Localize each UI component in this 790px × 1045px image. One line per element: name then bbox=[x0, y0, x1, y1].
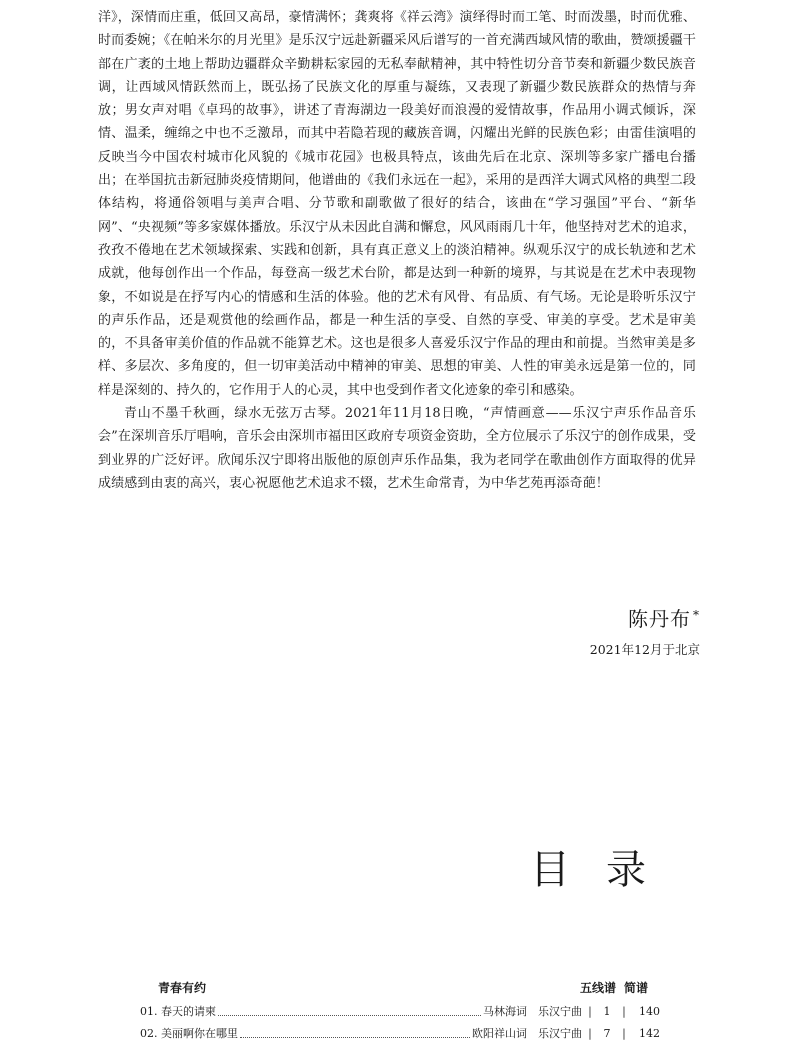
toc-leader-dots bbox=[218, 1015, 481, 1016]
toc-column-numbered: 简谱 bbox=[624, 981, 649, 995]
author-name-line bbox=[560, 604, 700, 634]
toc-entry-credit: 欧阳祥山词 乐汉宁曲 bbox=[472, 1027, 582, 1040]
toc-heading: 目录 bbox=[530, 847, 682, 893]
body-paragraph-1: 洋》，深情而庄重，低回又高昂，豪情满怀；龚爽将《祥云湾》演绎得时而工笔、时而泼墨，时而优雅、时而委婉；《在帕米尔的月光里》是乐汉宁远赴新疆采风后谱写的一首充满西域风情的歌曲，赞颂援疆干部在广袤的土地上帮助边疆群众辛勤耕耘家园的无私奉献精神，其中特性切分音节奏和新疆少数民族音调，让西域风情跃然而上，既弘扬了民族文化的厚重与凝练，又表现了新疆少数民族群众的热情与奔放；男女声对唱《卓玛的故事》，讲述了青海湖边一段美好而浪漫的爱情故事，作品用小调式倾诉，深情、温柔，缠绵之中也不乏激昂，而其中若隐若现的藏族音调，闪耀出光鲜的民族色彩；由雷佳演唱的反映当今中国农村城市化风貌的《城市花园》也极具特点，该曲先后在北京、深圳等多家广播电台播出；在举国抗击新冠肺炎疫情期间，他谱曲的《我们永远在一起》，采用的是西洋大调式风格的典型二段体结构，将通俗领唱与美声合唱、分节歌和副歌做了很好的结合，该曲在“学习强国”平台、“新华网”、“央视频”等多家媒体播放。乐汉宁从未因此自满和懈怠，风风雨雨几十年，他坚持对艺术的追求，孜孜不倦地在艺术领域探索、实践和创新，具有真正意义上的淡泊精神。纵观乐汉宁的成长轨迹和艺术成就，他每创作出一个作品，每登高一级艺术台阶，都是达到一种新的境界，与其说是在艺术中表现物象，不如说是在抒写内心的情感和生活的体验。他的艺术有风骨、有品质、有气场。无论是聆听乐汉宁的声乐作品，还是观赏他的绘画作品，都是一种生活的享受、自然的享受、审美的享受。艺术是审美的，不具备审美价值的作品就不能算艺术。这也是很多人喜爱乐汉宁作品的理由和前提。当然审美是多样、多层次、多角度的，但一切审美活动中精神的审美、思想的审美、人性的审美永远是第一位的，同样是深刻的、持久的，它作用于人的心灵，其中也受到作者文化迹象的牵引和感染。 bbox=[98, 10, 696, 398]
toc-header-row bbox=[140, 979, 658, 997]
toc-page-staff: 1 bbox=[603, 1005, 611, 1018]
toc-page-numbered: 142 bbox=[639, 1027, 660, 1040]
toc-entry-title: 02. 美丽啊你在哪里 bbox=[140, 1027, 238, 1040]
toc-page-staff: 7 bbox=[603, 1027, 611, 1040]
toc-section-title: 青春有约 bbox=[158, 981, 207, 995]
toc-list bbox=[140, 1001, 660, 1045]
toc-separator: | bbox=[622, 1005, 626, 1018]
toc-entry-credit: 马林海词 乐汉宁曲 bbox=[483, 1005, 582, 1018]
toc-entry[interactable] bbox=[140, 1001, 660, 1023]
toc-separator: | bbox=[588, 1005, 592, 1018]
signature-date: 2021年12月于北京 bbox=[589, 642, 700, 657]
toc-column-staff: 五线谱 bbox=[580, 981, 617, 995]
body-text bbox=[98, 6, 696, 495]
toc-entry[interactable] bbox=[140, 1023, 660, 1045]
signature-block bbox=[560, 604, 700, 662]
toc-separator: | bbox=[622, 1027, 626, 1040]
toc-entry-title: 01. 春天的请柬 bbox=[140, 1005, 216, 1018]
toc-separator: | bbox=[588, 1027, 592, 1040]
toc-page-numbered: 140 bbox=[639, 1005, 660, 1018]
body-paragraph-2: 青山不墨千秋画，绿水无弦万古琴。2021年11月18日晚，“声情画意——乐汉宁声乐作品音乐会”在深圳音乐厅唱响，音乐会由深圳市福田区政府专项资金资助，全方位展示了乐汉宁的创作成果，受到业界的广泛好评。欣闻乐汉宁即将出版他的原创声乐作品集，我为老同学在歌曲创作方面取得的优异成绩感到由衷的高兴，衷心祝愿他艺术追求不辍，艺术生命常青，为中华艺苑再添奇葩！ bbox=[98, 406, 696, 491]
author-name: 陈丹布 bbox=[628, 607, 691, 631]
author-footnote-mark: * bbox=[693, 608, 700, 622]
